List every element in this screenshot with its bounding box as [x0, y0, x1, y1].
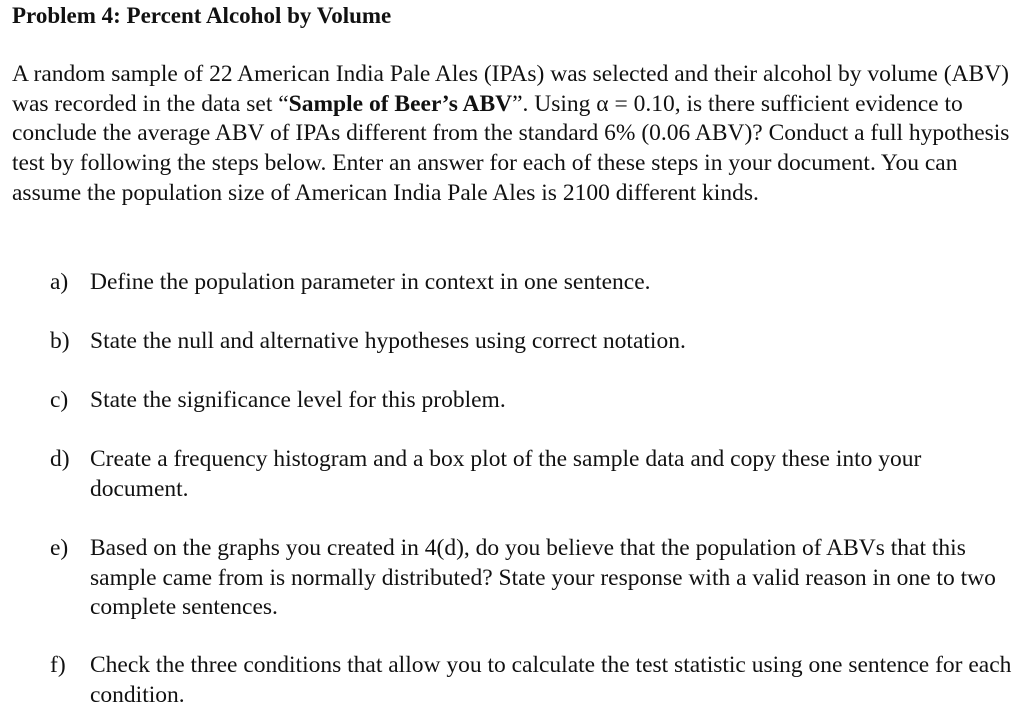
question-b [50, 327, 1015, 357]
problem-intro [12, 60, 1020, 209]
question-text: State the significance level for this problem. [90, 387, 506, 413]
intro-text-part1: A random sample of 22 American India Pale Ales (IPAs) was selected and their alcohol by volume (ABV) was recorded in the data set “ [12, 61, 1009, 117]
question-text: Create a frequency histogram and a box plot of the sample data and copy these into your document. [90, 446, 922, 502]
question-e [50, 534, 1015, 623]
intro-text-part2: ”. Using α = 0.10, is there sufficient evidence to conclude the average ABV of IPAs different from the standard 6% (0.06 ABV)? Conduct a full hypothesis test by following the steps below. Enter an answer for each of these steps in your document. You can assume the population size of American India Pale Ales is 2100 different kinds. [12, 90, 1010, 206]
question-text: State the null and alternative hypotheses using correct notation. [90, 328, 686, 354]
question-letter: c) [50, 387, 69, 413]
question-letter: b) [50, 328, 70, 354]
question-d [50, 445, 1015, 504]
question-text: Define the population parameter in context in one sentence. [90, 269, 651, 295]
dataset-name: Sample of Beer’s ABV [288, 90, 513, 117]
question-text: Based on the graphs you created in 4(d), do you believe that the population of ABVs that this sample came from is normally distributed? State your response with a valid reason in one to two complete sentences. [90, 535, 996, 620]
question-letter: a) [50, 269, 69, 295]
question-a [50, 268, 1015, 298]
question-letter: d) [50, 446, 70, 472]
question-text: Check the three conditions that allow you to calculate the test statistic using one sentence for each condition. [90, 652, 1012, 708]
question-letter: e) [50, 535, 69, 561]
question-letter: f) [50, 652, 66, 678]
problem-title: Problem 4: Percent Alcohol by Volume [12, 3, 392, 28]
question-c [50, 386, 1015, 416]
question-f [50, 651, 1015, 710]
